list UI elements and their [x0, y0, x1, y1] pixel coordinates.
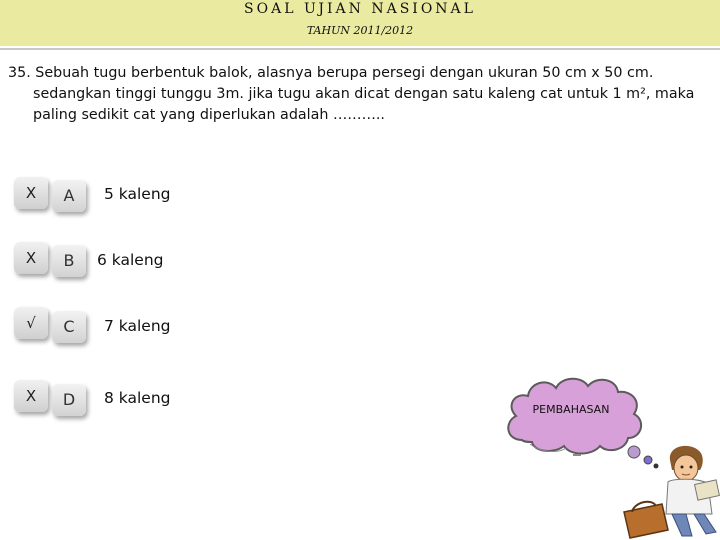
option-b-letter-button[interactable]: B: [52, 245, 86, 277]
option-d-text: 8 kaleng: [104, 389, 171, 407]
option-a-letter-button[interactable]: A: [52, 180, 86, 212]
option-b-text: 6 kaleng: [97, 251, 164, 269]
question-line-1: 35. Sebuah tugu berbentuk balok, alasnya berupa persegi dengan ukuran 50 cm x 50 cm.: [8, 65, 654, 81]
option-b-mark-button[interactable]: X: [14, 242, 48, 274]
option-c-mark-button[interactable]: √: [14, 307, 48, 339]
exam-title: SOAL UJIAN NASIONAL: [244, 1, 476, 17]
exam-year: TAHUN 2011/2012: [306, 24, 414, 37]
header-banner: [0, 0, 720, 46]
student-thinking-icon: [612, 438, 720, 540]
pembahasan-label: PEMBAHASAN: [532, 403, 610, 416]
header-divider: [0, 48, 720, 50]
question-line-3: paling sedikit cat yang diperlukan adalah ………..: [33, 107, 385, 123]
option-c-text: 7 kaleng: [104, 317, 171, 335]
question-text: [8, 63, 708, 126]
option-c-letter-button[interactable]: C: [52, 311, 86, 343]
option-d-letter-button[interactable]: D: [52, 384, 86, 416]
question-line-2: sedangkan tinggi tunggu 3m. jika tugu akan dicat dengan satu kaleng cat untuk 1 m², maka: [33, 86, 695, 102]
option-a-text: 5 kaleng: [104, 185, 171, 203]
option-a-mark-button[interactable]: X: [14, 177, 48, 209]
option-d-mark-button[interactable]: X: [14, 380, 48, 412]
